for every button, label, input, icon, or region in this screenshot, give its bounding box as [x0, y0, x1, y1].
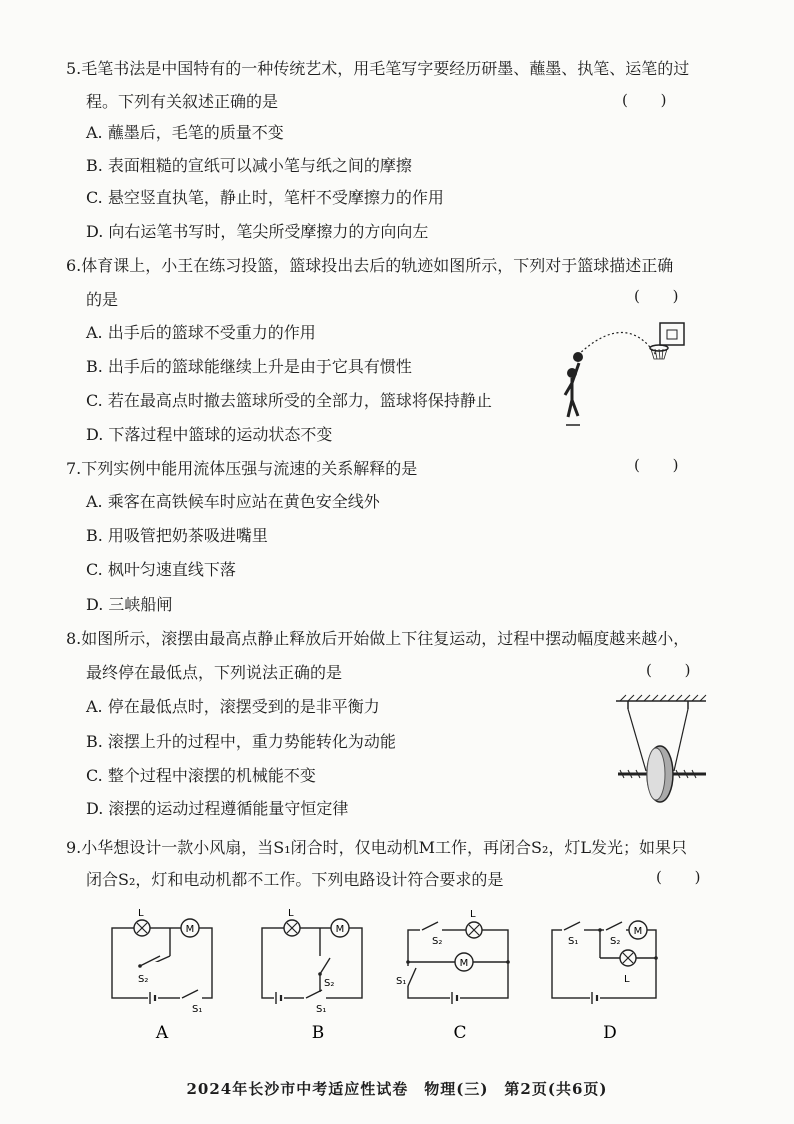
q5-stem-text-1: 毛笔书法是中国特有的一种传统艺术，用毛笔写字要经历研墨、蘸墨、执笔、运笔的过 [81, 59, 690, 78]
q5-answer-blank[interactable]: ( ) [622, 91, 681, 109]
q9-answer-blank[interactable]: ( ) [656, 868, 715, 886]
switch1-label-b: S₁ [316, 1004, 327, 1015]
q8-option-d: D. 滚摆的运动过程遵循能量守恒定律 [86, 799, 349, 818]
q8-number: 8. [66, 629, 82, 648]
q8-stem-line2: 最终停在最低点，下列说法正确的是 [86, 663, 343, 682]
q8-option-c: C. 整个过程中滚摆的机械能不变 [86, 766, 316, 785]
string-right [674, 709, 688, 771]
basketball-figure [556, 315, 696, 430]
motor-label-a: M [185, 924, 195, 935]
circuit-label-b: B [311, 1023, 325, 1043]
motor-label-c: M [459, 958, 469, 969]
q8-option-a: A. 停在最低点时，滚摆受到的是非平衡力 [86, 697, 380, 716]
motor-label-d: M [633, 926, 643, 937]
q6-answer-blank[interactable]: ( ) [634, 287, 693, 305]
hooks [628, 701, 688, 709]
q7-option-a: A. 乘客在高铁候车时应站在黄色安全线外 [86, 492, 380, 511]
q7-option-d: D. 三峡船闸 [86, 595, 173, 614]
q6-stem-text-1: 体育课上，小王在练习投篮，篮球投出去后的轨迹如图所示，下列对于篮球描述正确 [81, 256, 674, 275]
circuit-label-d: D [603, 1023, 617, 1043]
string-left [628, 709, 646, 771]
lamp-label-a: L [138, 908, 144, 919]
switch2-label-d: S₂ [610, 936, 621, 947]
q5-option-c: C. 悬空竖直执笔，静止时，笔杆不受摩擦力的作用 [86, 188, 444, 207]
q6-number: 6. [66, 256, 82, 275]
ball-trajectory [578, 333, 656, 356]
q8-stem-text-1: 如图所示，滚摆由最高点静止释放后开始做上下往复运动，过程中摆动幅度越来越小， [81, 629, 690, 648]
circuit-d [552, 921, 658, 1043]
lamp-label-c: L [470, 909, 476, 920]
ceiling-hatch [620, 695, 706, 701]
q5-number: 5. [66, 59, 82, 78]
q7-stem-text-1: 下列实例中能用流体压强与流速的关系解释的是 [81, 459, 418, 478]
q5-stem-line2: 程。下列有关叙述正确的是 [86, 92, 279, 111]
q5-stem-line1 [66, 58, 689, 80]
q6-option-a: A. 出手后的篮球不受重力的作用 [86, 323, 316, 342]
switch2-label-b: S₂ [324, 978, 335, 989]
switch1-label-c: S₁ [396, 976, 407, 987]
q6-stem-line2: 的是 [86, 290, 119, 309]
q6-option-b: B. 出手后的篮球能继续上升是由于它具有惯性 [86, 357, 412, 376]
roller-face [647, 748, 665, 800]
lamp-label-d: L [624, 974, 630, 985]
switch1-label-d: S₁ [568, 936, 579, 947]
q8-answer-blank[interactable]: ( ) [646, 661, 705, 679]
q7-option-b: B. 用吸管把奶茶吸进嘴里 [86, 526, 268, 545]
backboard [660, 323, 684, 345]
lamp-label-b: L [288, 908, 294, 919]
motor-label-b: M [335, 924, 345, 935]
circuit-c [396, 909, 510, 1043]
circuit-b [262, 908, 362, 1043]
circuit-diagrams [100, 900, 700, 1050]
backboard-square [667, 330, 677, 339]
switch2-label-a: S₂ [138, 974, 149, 985]
q9-stem-line2: 闭合S₂，灯和电动机都不工作。下列电路设计符合要求的是 [86, 870, 504, 889]
circuit-label-c: C [453, 1023, 467, 1043]
q8-option-b: B. 滚摆上升的过程中，重力势能转化为动能 [86, 732, 396, 751]
q6-stem-line1 [66, 255, 673, 277]
switch2-label-c: S₂ [432, 936, 443, 947]
q7-answer-blank[interactable]: ( ) [634, 456, 693, 474]
q5-option-a: A. 蘸墨后，毛笔的质量不变 [86, 123, 284, 142]
q7-number: 7. [66, 459, 82, 478]
q6-option-d: D. 下落过程中篮球的运动状态不变 [86, 425, 333, 444]
q9-stem-line1 [66, 837, 687, 859]
q9-stem-text-1: 小华想设计一款小风扇，当S₁闭合时，仅电动机M工作，再闭合S₂，灯L发光；如果只 [81, 838, 688, 857]
q5-option-b: B. 表面粗糙的宣纸可以减小笔与纸之间的摩擦 [86, 156, 412, 175]
switch1-label-a: S₁ [192, 1004, 203, 1015]
pendulum-figure [612, 693, 712, 808]
q7-option-c: C. 枫叶匀速直线下落 [86, 560, 236, 579]
q5-option-d: D. 向右运笔书写时，笔尖所受摩擦力的方向向左 [86, 222, 429, 241]
basketball-icon [573, 352, 583, 362]
page-footer: 2024年长沙市中考适应性试卷 物理(三) 第2页(共6页) [186, 1080, 608, 1098]
q8-stem-line1 [66, 628, 689, 650]
q7-stem-line1 [66, 458, 417, 480]
q6-option-c: C. 若在最高点时撤去篮球所受的全部力，篮球将保持静止 [86, 391, 492, 410]
q9-number: 9. [66, 838, 82, 857]
circuit-label-a: A [155, 1023, 169, 1043]
